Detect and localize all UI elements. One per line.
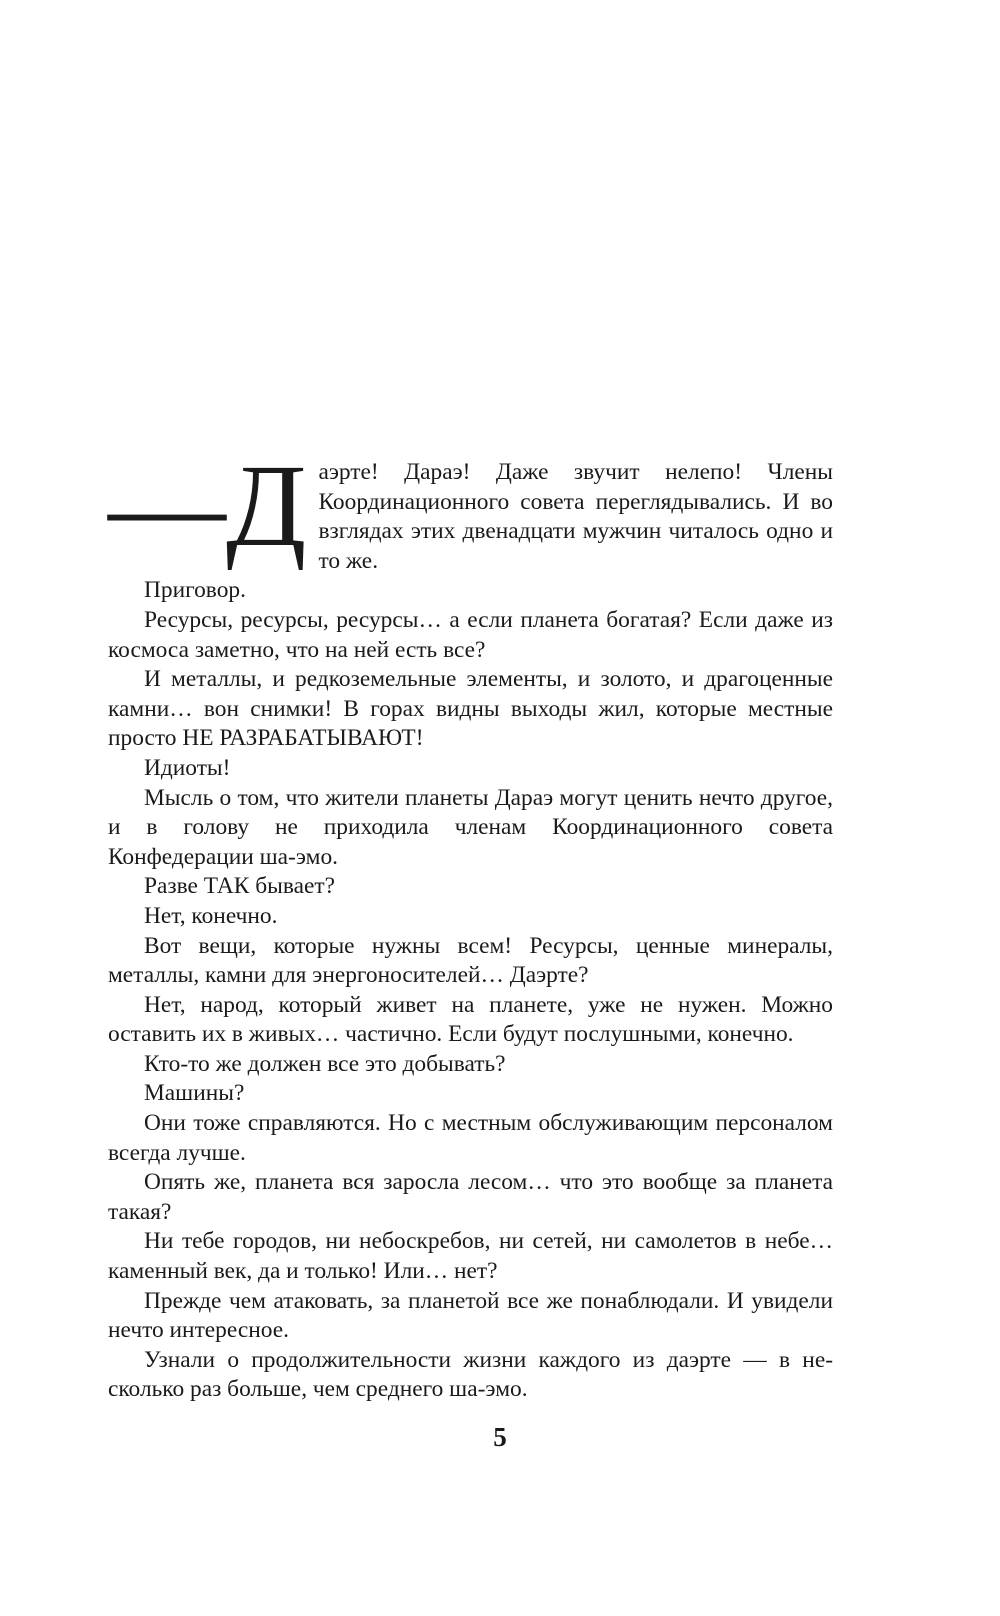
paragraph: Кто-то же должен все это добывать? [144, 1050, 506, 1077]
paragraph-opening [108, 440, 833, 576]
paragraph: И металлы, и редкоземельные элементы, и золото, и драгоценные камни… вон снимки! В горах видны выходы жил, которые местные просто НЕ РАЗРАБАТЫВАЮТ! [108, 666, 833, 752]
paragraph: Опять же, планета вся заросла лесом… что это вообще за планета такая? [108, 1169, 833, 1225]
body-text [108, 440, 833, 1405]
paragraph: Разве ТАК бывает? [144, 873, 335, 900]
paragraph: Прежде чем атаковать, за планетой все же понаблюдали. И увидели нечто интересное. [108, 1287, 833, 1344]
paragraph: Ресурсы, ресурсы, ресурсы… а если планета богатая? Если даже из космоса заметно, что на ней есть все? [108, 606, 833, 663]
paragraph: Приговор. [144, 577, 246, 604]
paragraph: Вот вещи, которые нужны всем! Ресурсы, ценные минералы, металлы, камни для энергоносителей… Даэрте? [108, 932, 833, 989]
paragraph: Нет, конечно. [144, 902, 278, 929]
drop-cap: —Д [108, 440, 307, 571]
paragraph: Узнали о продолжительности жизни каждого из даэрте — в несколько раз больше, чем среднего ша-эмо. [108, 1346, 833, 1403]
paragraph: Идиоты! [144, 754, 231, 781]
paragraph: Нет, народ, который живет на планете, уже не нужен. Можно оставить их в живых… частично. Если будут послушными, конечно. [108, 991, 833, 1048]
paragraph: Мысль о том, что жители планеты Дараэ могут ценить нечто другое, и в голову не приходила членам Координационного совета Конфедерации ша-эмо. [108, 784, 833, 870]
paragraph: Они тоже справляются. Но с местным обслуживающим персоналом всегда лучше. [108, 1110, 833, 1166]
opening-text: аэрте! Дараэ! Даже звучит нелепо! Члены Координационного совета переглядывались. И во взглядах этих двенадцати мужчин читалось одно и то же. [318, 459, 833, 574]
paragraph: Машины? [144, 1080, 245, 1107]
paragraph: Ни тебе городов, ни небоскребов, ни сетей, ни самолетов в небе… каменный век, да и только! Или… нет? [108, 1228, 833, 1285]
page-number: 5 [493, 1422, 507, 1452]
